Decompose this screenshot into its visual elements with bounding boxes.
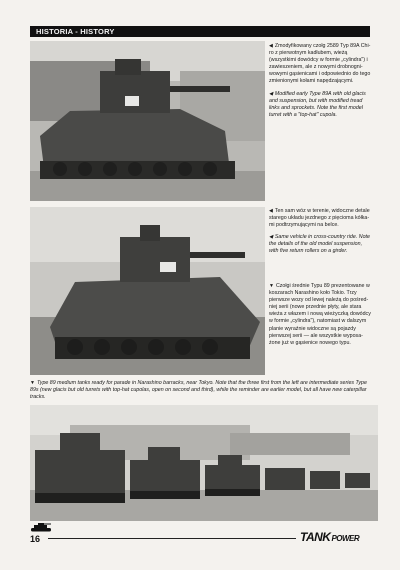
photo-tanks-parade bbox=[30, 405, 378, 521]
logo-sub-text: POWER bbox=[331, 534, 360, 543]
caption-1-english-text: Modified early Type 89A with old glacis and suspension, but with modified tread links and sprockets. Note the first model turret with a "top-hat" cupola. bbox=[269, 90, 366, 118]
photo-tank-cross-country bbox=[30, 207, 265, 375]
caption-1-polish-text: Zmodyfikowany czołg 2589 Typ 89A Chi-ro z pierwotnym kadłubem, wieżą (wszystkimi dowódcy w formie „cylindra") i zawieszeniem, ale z nowymi drobnogni-wowymi gąsienicami i odpowiednio do tego zmienionymi kołami napędzającymi. bbox=[269, 43, 371, 85]
caption-1-english bbox=[269, 91, 372, 119]
caption-photo-2 bbox=[269, 208, 372, 261]
caption-3-polish bbox=[269, 283, 372, 347]
caption-2-english bbox=[269, 234, 372, 255]
left-triangle-icon: ◀ bbox=[269, 43, 273, 49]
left-triangle-icon: ◀ bbox=[269, 234, 273, 241]
tank-icon bbox=[30, 522, 52, 532]
page-number: 16 bbox=[30, 534, 41, 544]
photo-tank-front bbox=[30, 41, 265, 201]
left-triangle-icon: ◀ bbox=[269, 208, 273, 214]
photo-tank-cross-country-image bbox=[30, 207, 265, 375]
caption-2-polish bbox=[269, 208, 372, 229]
caption-4-english-text: Type 89 medium tanks ready for parade in Narashino barracks, near Tokyo. Note that the three first from the left are intermediate series Type 89s (new glacis but old turrets with top-hat cupolas, open on second and third), while the reminder are earlier model, but all have new caterpillar tracks. bbox=[30, 380, 367, 401]
down-triangle-icon: ▼ bbox=[30, 380, 35, 386]
section-label: HISTORIA - HISTORY bbox=[32, 26, 119, 37]
photo-tanks-parade-image bbox=[30, 405, 378, 521]
photo-tank-front-image bbox=[30, 41, 265, 201]
caption-2-polish-text: Ten sam wóz w terenie, widoczne detale starego układu jezdnego z pięcioma kółka-mi podtrzymującymi na belce. bbox=[269, 208, 370, 229]
caption-photo-1 bbox=[269, 43, 372, 124]
caption-3-polish-text: Czołgi średnie Typu 89 prezentowane w koszarach Narashino koło Tokio. Trzy pierwsze wozy od lewej należą do pośred-niej serii (nowe przednie płyty, ale stara wieża z włazem i nową wieżyczką dowódcy w formie „cylindra"), natomiast w dalszym planie wyraźnie widoczne są pojazdy pierwszej serii — ale wszystkie wyposa-żone już w gąsienice nowego typu. bbox=[269, 283, 371, 346]
caption-photo-3-polish bbox=[269, 283, 372, 352]
magazine-logo bbox=[300, 530, 359, 544]
left-triangle-icon: ◀ bbox=[269, 90, 273, 97]
logo-main-text: TANK bbox=[300, 530, 331, 544]
caption-2-english-text: Same vehicle in cross-country ride. Note the details of the old model suspension, with five return rollers on a girder. bbox=[269, 234, 370, 255]
footer-divider bbox=[48, 538, 296, 539]
down-triangle-icon: ▼ bbox=[269, 283, 274, 289]
caption-1-polish bbox=[269, 43, 372, 86]
caption-photo-3-english bbox=[30, 380, 374, 401]
